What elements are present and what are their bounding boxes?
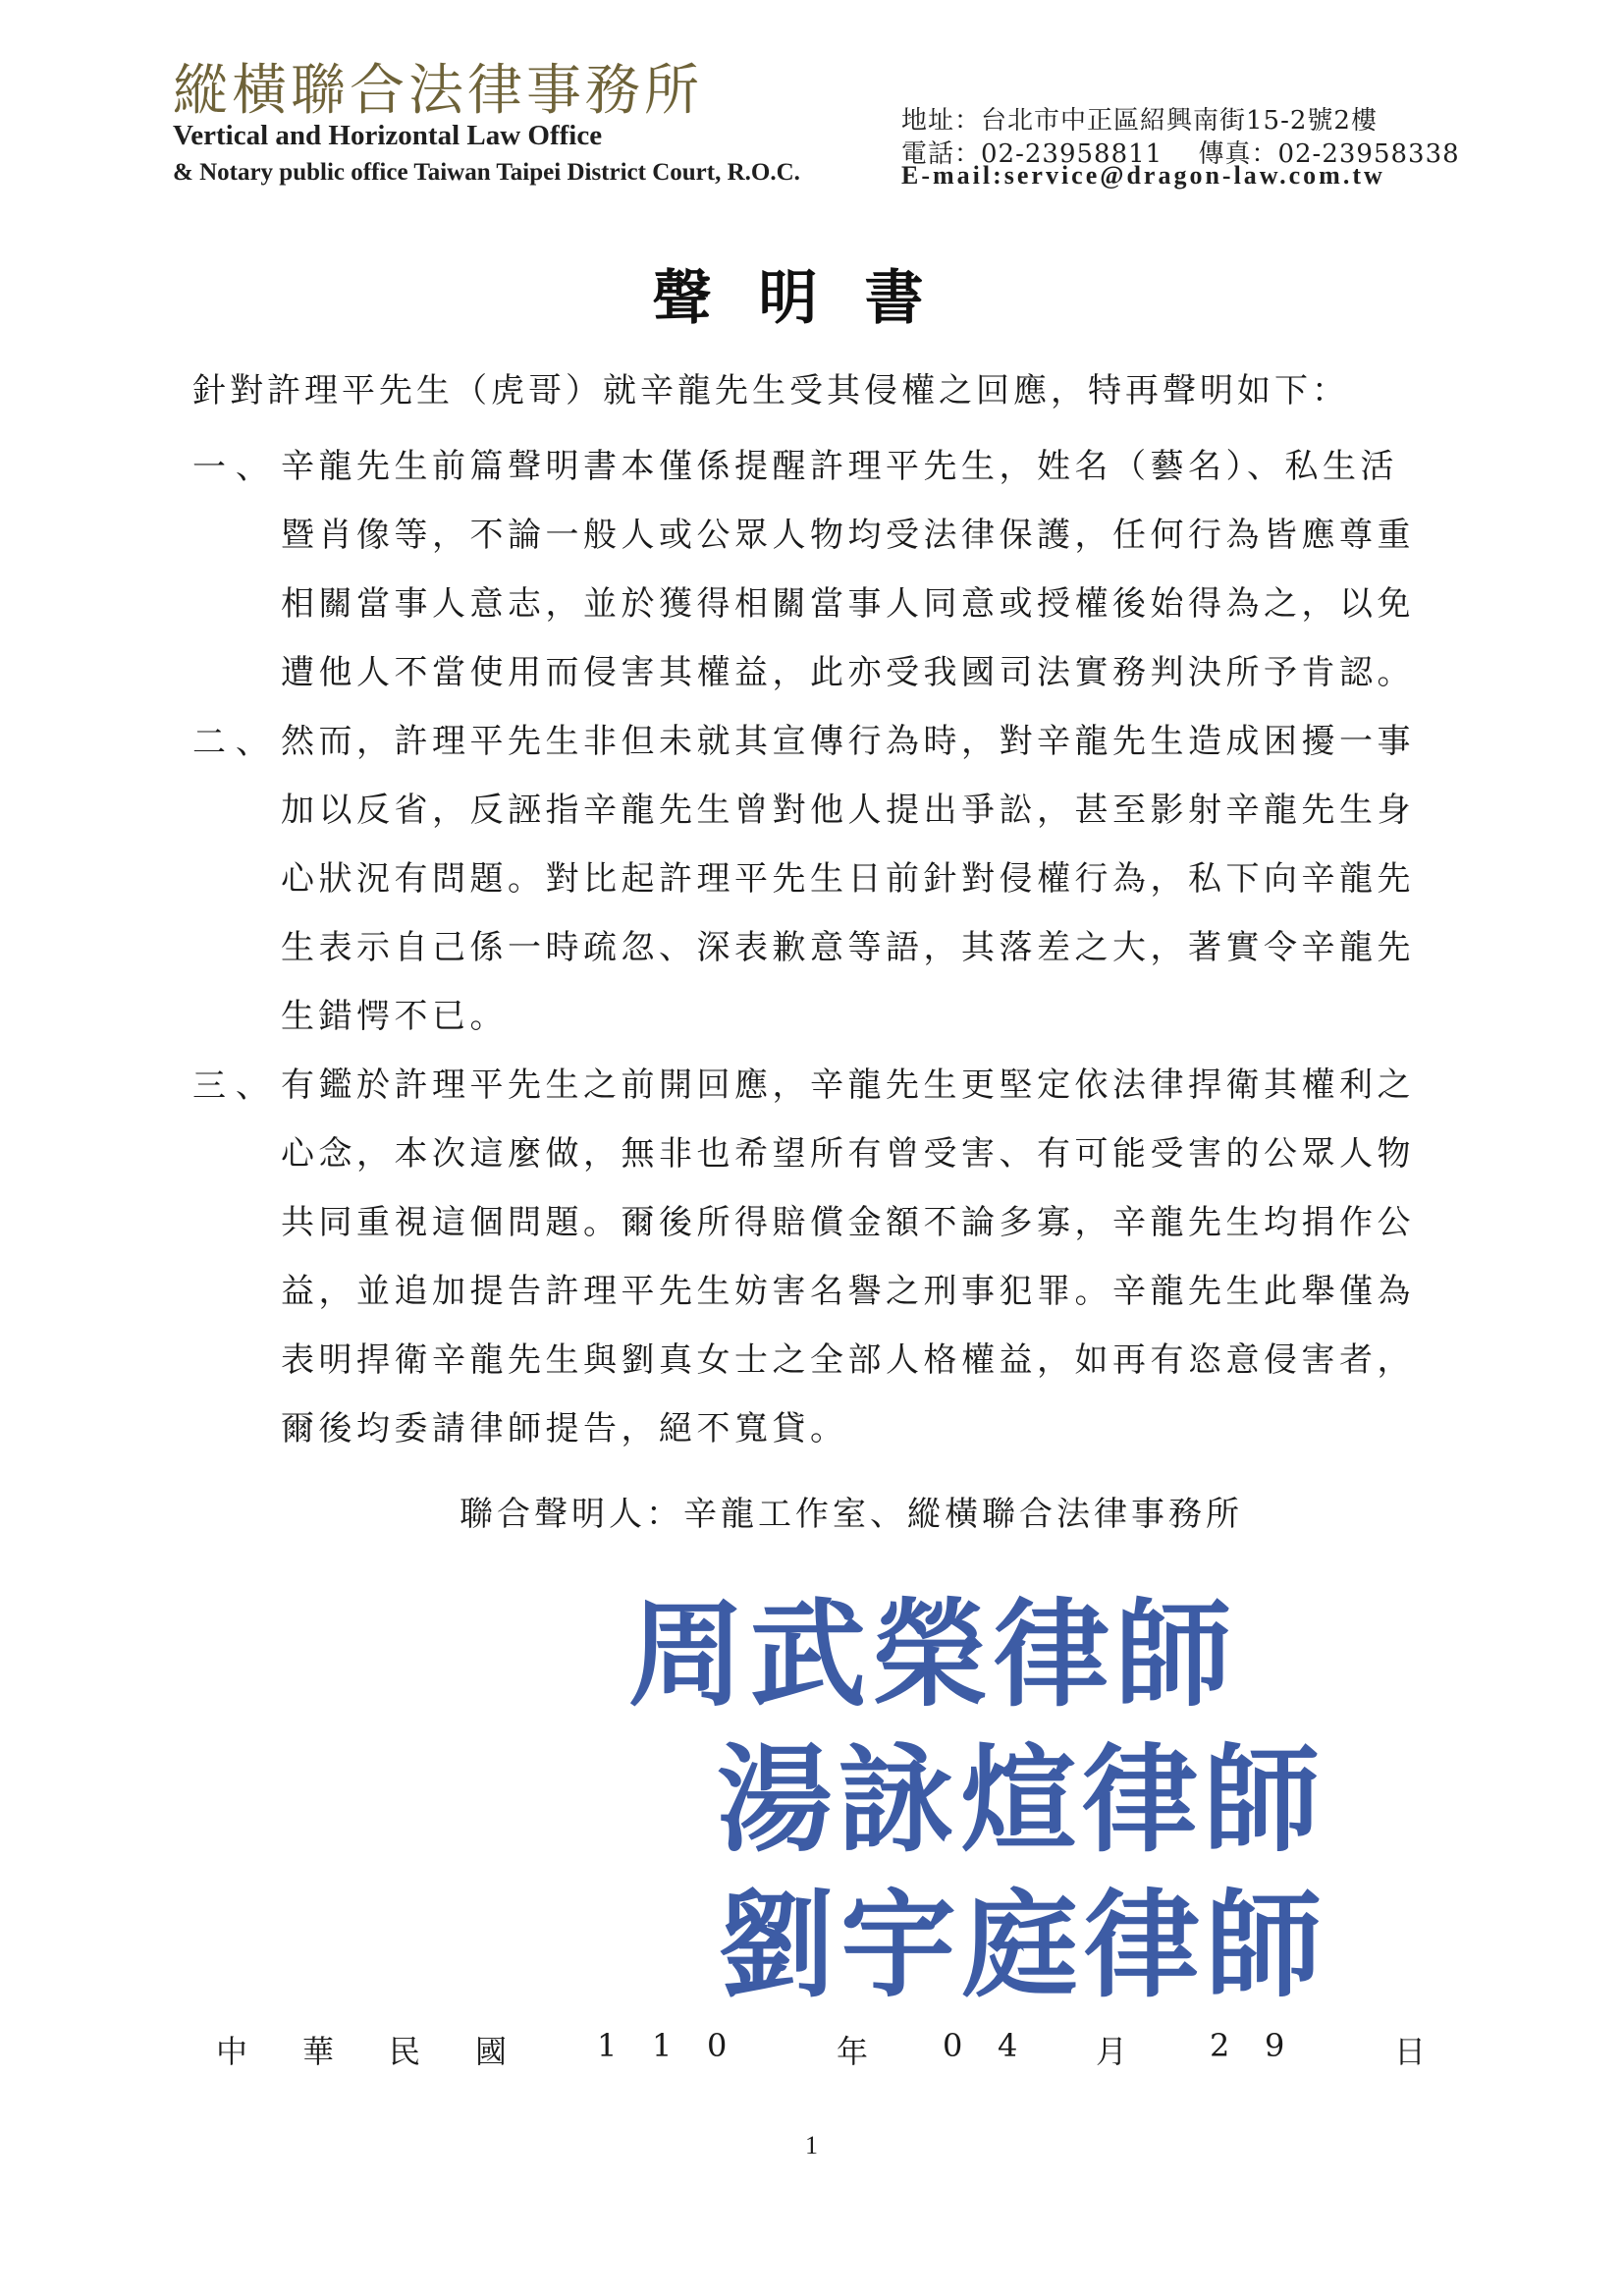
date-day-unit: 日 [1394,2033,1427,2070]
page-number: 1 [805,2131,818,2159]
document-title: 聲明書 [652,264,971,333]
notary-office-line: & Notary public office Taiwan Taipei District Court, R.O.C. [173,159,800,186]
item-line: 有鑑於許理平先生之前開回應，辛龍先生更堅定依法律捍衛其權利之 [281,1066,1415,1105]
item-line: 相關當事人意志，並於獲得相關當事人同意或授權後始得為之，以免 [281,584,1415,624]
date-year-digit: 1 [597,2027,618,2064]
lawyer-seal-stamps [628,1561,1328,2013]
date-era-char: 民 [389,2033,421,2070]
item-marker: 三、 [192,1066,279,1106]
item-line: 共同重視這個問題。爾後所得賠償金額不論多寡，辛龍先生均捐作公 [281,1203,1415,1242]
date-month-unit: 月 [1096,2033,1128,2070]
seal-stamp: 劉宇庭律師 [719,1877,1328,2013]
date-era-char: 華 [302,2033,335,2070]
item-line: 暨肖像等，不論一般人或公眾人物均受法律保護，任何行為皆應尊重 [281,516,1415,555]
date-year-unit: 年 [837,2033,869,2070]
date-day-digit: 9 [1265,2027,1285,2064]
item-marker: 二、 [192,723,279,762]
firm-name-chinese: 縱橫聯合法律事務所 [173,59,703,123]
firm-name-english: Vertical and Horizontal Law Office [173,120,603,151]
seal-stamp: 周武榮律師 [628,1586,1238,1722]
intro-paragraph: 針對許理平先生（虎哥）就辛龍先生受其侵權之回應，特再聲明如下： [192,371,1349,410]
date-era-char: 中 [216,2033,248,2070]
item-line: 然而，許理平先生非但未就其宣傳行為時，對辛龍先生造成困擾一事 [281,722,1415,761]
date-month-digit: 0 [943,2027,963,2064]
item-marker: 一、 [192,448,279,487]
firm-phone-fax: 電話：02-23958811 傳真：02-23958338 [901,139,1460,169]
item-line: 加以反省，反誣指辛龍先生曾對他人提出爭訟，甚至影射辛龍先生身 [281,791,1415,830]
item-line: 表明捍衛辛龍先生與劉真女士之全部人格權益，如再有恣意侵害者， [281,1340,1415,1380]
date-year-digit: 1 [652,2027,673,2064]
firm-address: 地址：台北市中正區紹興南街15-2號2樓 [901,106,1378,136]
firm-email: E-mail:service@dragon-law.com.tw [901,161,1385,190]
joint-signers: 聯合聲明人：辛龍工作室、縱橫聯合法律事務所 [460,1495,1243,1534]
date-month-digit: 4 [998,2027,1018,2064]
date-era-char: 國 [475,2033,508,2070]
item-line: 辛龍先生前篇聲明書本僅係提醒許理平先生，姓名（藝名）、私生活 [281,447,1398,486]
item-line: 心狀況有問題。對比起許理平先生日前針對侵權行為，私下向辛龍先 [281,859,1415,899]
item-line: 遭他人不當使用而侵害其權益，此亦受我國司法實務判決所予肯認。 [281,653,1415,692]
item-line: 益，並追加提告許理平先生妨害名譽之刑事犯罪。辛龍先生此舉僅為 [281,1272,1415,1311]
item-line: 爾後均委請律師提告，絕不寬貸。 [281,1409,848,1449]
date-year-digit: 0 [707,2027,728,2064]
seal-stamp: 湯詠煊律師 [717,1731,1326,1868]
item-line: 生表示自己係一時疏忽、深表歉意等語，其落差之大，著實令辛龍先 [281,928,1415,967]
item-line: 心念，本次這麼做，無非也希望所有曾受害、有可能受害的公眾人物 [281,1134,1415,1174]
document-date [216,2027,1434,2076]
item-line: 生錯愕不已。 [281,997,508,1036]
date-day-digit: 2 [1210,2027,1230,2064]
